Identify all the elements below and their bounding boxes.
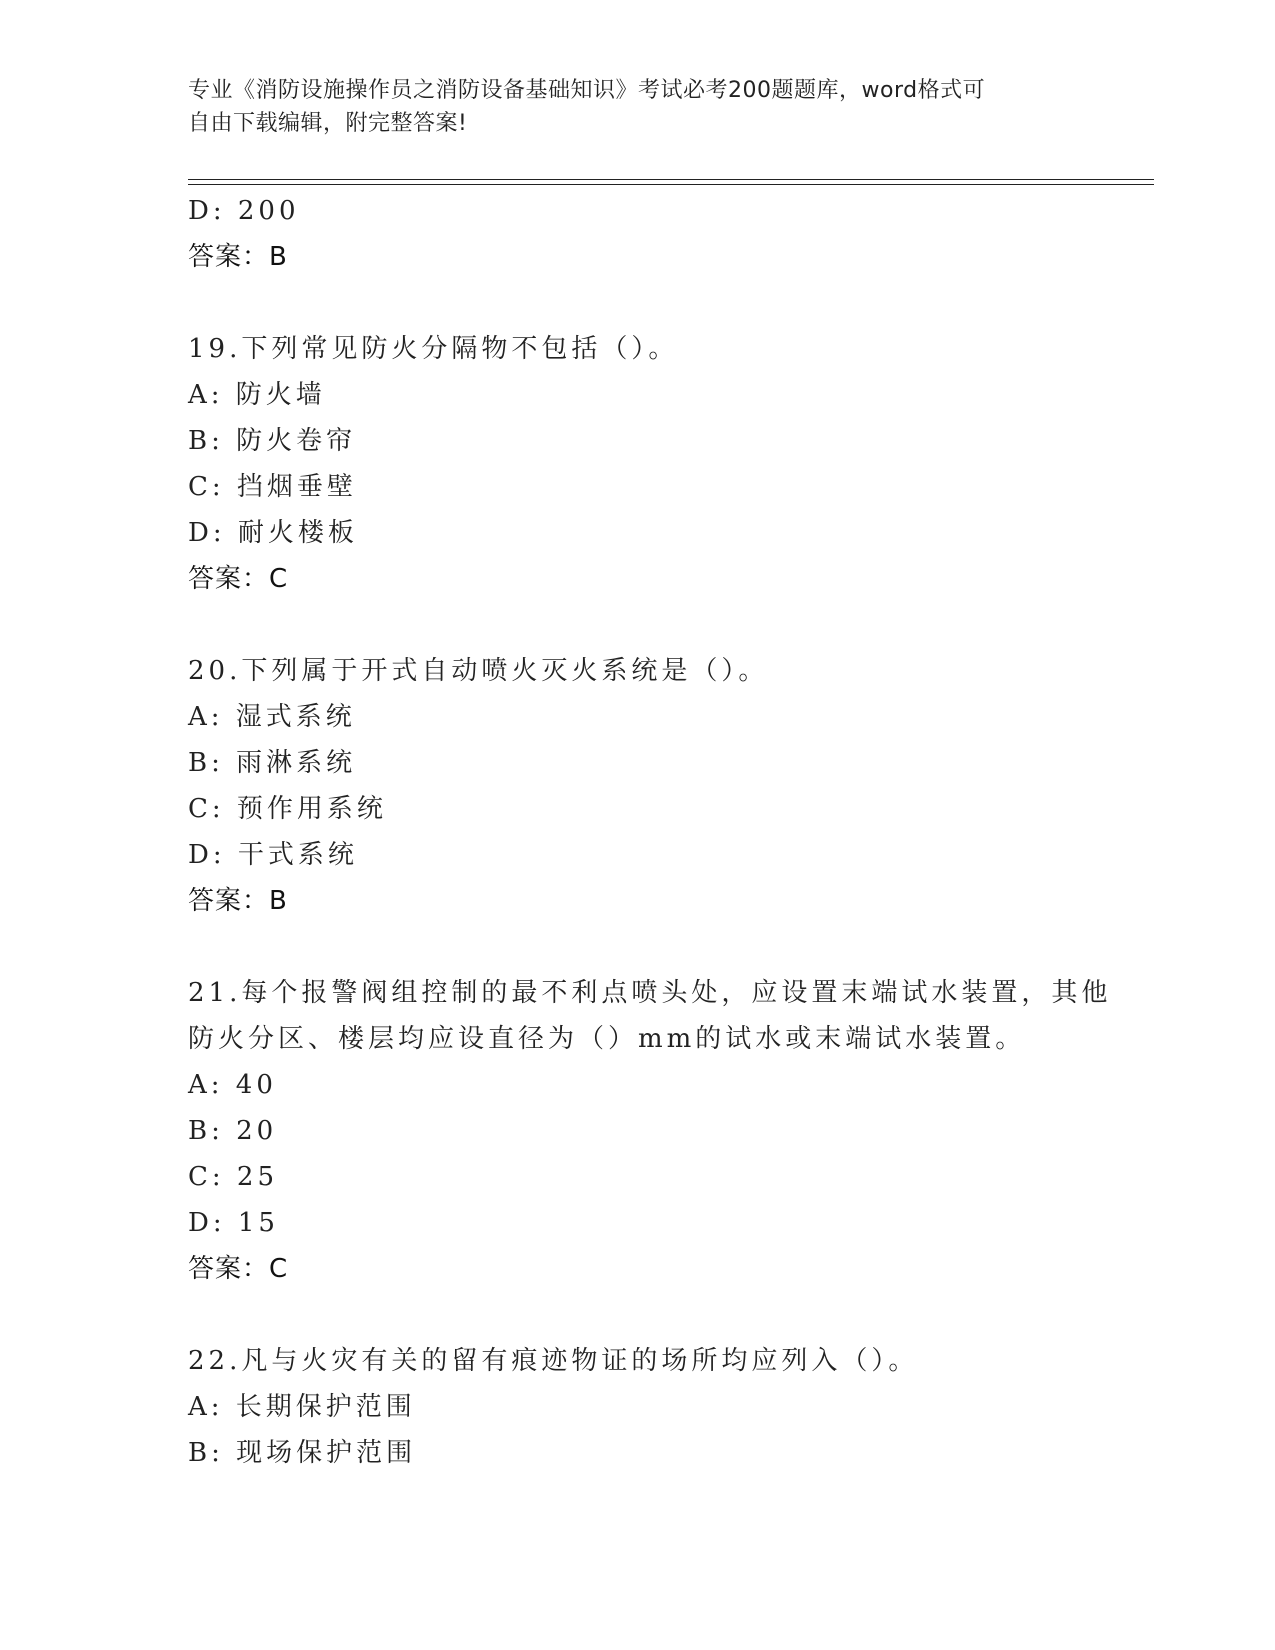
option-b: B: 防火卷帘 (188, 426, 357, 456)
option-d: D: 15 (188, 1208, 279, 1238)
spacer (188, 924, 1088, 970)
question-stem-line-2: 防火分区、楼层均应设直径为（）mm的试水或末端试水装置。 (188, 1024, 1026, 1054)
question-list (188, 188, 1112, 1476)
option-b: B: 20 (188, 1116, 278, 1146)
option-c: C: 25 (188, 1162, 279, 1192)
option-a: A: 防火墙 (188, 380, 326, 410)
header-divider-bottom (188, 184, 1154, 185)
option-d: D: 耐火楼板 (188, 518, 358, 548)
option-c: C: 挡烟垂壁 (188, 472, 357, 502)
answer-line: 答案：B (188, 886, 288, 916)
option-b: B: 雨淋系统 (188, 748, 357, 778)
question-stem: 22.凡与火灾有关的留有痕迹物证的场所均应列入（）。 (188, 1346, 919, 1376)
option-d: D: 干式系统 (188, 840, 358, 870)
header-line-2: 自由下载编辑，附完整答案! (188, 111, 468, 136)
spacer (188, 602, 1088, 648)
option-c: C: 预作用系统 (188, 794, 387, 824)
answer-line: 答案：B (188, 242, 288, 272)
option-b: B: 现场保护范围 (188, 1438, 417, 1468)
header-divider-top (188, 179, 1154, 180)
option-a: A: 湿式系统 (188, 702, 356, 732)
option-a: A: 40 (188, 1070, 277, 1100)
spacer (188, 1292, 1088, 1338)
option-d: D: 200 (188, 196, 300, 226)
question-stem-line-1: 21.每个报警阀组控制的最不利点喷头处，应设置末端试水装置，其他 (188, 978, 1112, 1008)
document-header (188, 74, 1088, 140)
spacer (188, 280, 1088, 326)
header-line-1: 专业《消防设施操作员之消防设备基础知识》考试必考200题题库，word格式可 (188, 78, 986, 103)
answer-line: 答案：C (188, 564, 289, 594)
question-stem: 19.下列常见防火分隔物不包括（）。 (188, 334, 679, 364)
answer-line: 答案：C (188, 1254, 289, 1284)
question-stem: 20.下列属于开式自动喷火灭火系统是（）。 (188, 656, 769, 686)
option-a: A: 长期保护范围 (188, 1392, 416, 1422)
